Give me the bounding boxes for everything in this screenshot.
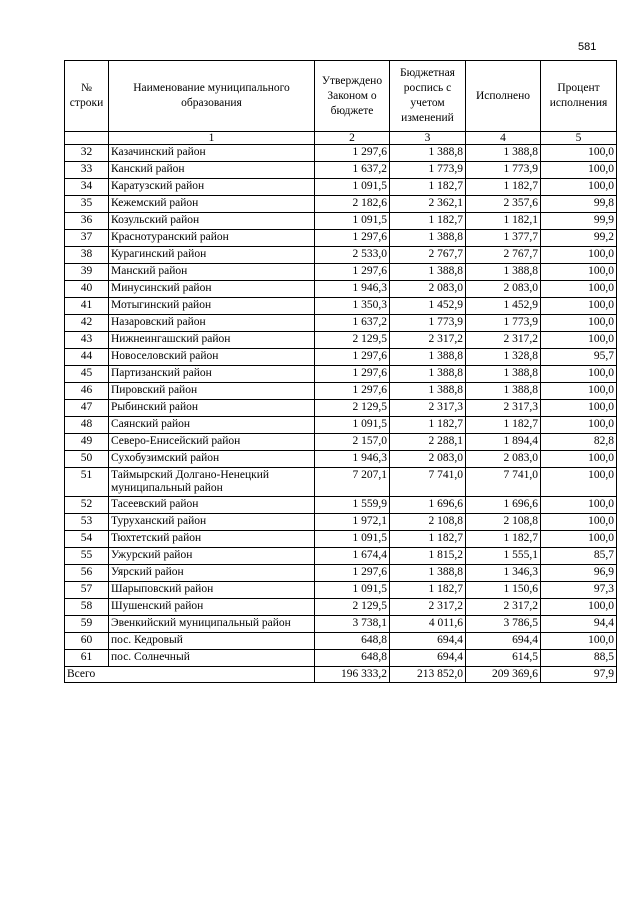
- municipality-name-cell: Рыбинский район: [109, 400, 315, 417]
- executed-cell: 1 773,9: [466, 315, 541, 332]
- table-row: [65, 230, 617, 247]
- schedule-cell: 1 182,7: [390, 179, 466, 196]
- schedule-cell: 1 773,9: [390, 315, 466, 332]
- table-body: [65, 145, 617, 667]
- approved-cell: 1 946,3: [315, 281, 390, 298]
- executed-cell: 1 182,7: [466, 531, 541, 548]
- executed-cell: 1 328,8: [466, 349, 541, 366]
- municipality-name-cell: Канский район: [109, 162, 315, 179]
- approved-cell: 1 559,9: [315, 497, 390, 514]
- table-row: [65, 383, 617, 400]
- approved-cell: 1 674,4: [315, 548, 390, 565]
- municipality-name-cell: Партизанский район: [109, 366, 315, 383]
- schedule-cell: 1 182,7: [390, 582, 466, 599]
- percent-cell: 88,5: [541, 650, 617, 667]
- schedule-cell: 1 388,8: [390, 230, 466, 247]
- percent-cell: 100,0: [541, 145, 617, 162]
- executed-cell: 1 150,6: [466, 582, 541, 599]
- executed-cell: 3 786,5: [466, 616, 541, 633]
- municipality-name-cell: пос. Солнечный: [109, 650, 315, 667]
- approved-cell: 1 297,6: [315, 383, 390, 400]
- approved-cell: 1 637,2: [315, 315, 390, 332]
- row-number-cell: 41: [65, 298, 109, 315]
- column-number-row: [65, 132, 617, 145]
- schedule-cell: 2 083,0: [390, 281, 466, 298]
- approved-cell: 1 091,5: [315, 417, 390, 434]
- table-row: [65, 633, 617, 650]
- approved-cell: 648,8: [315, 650, 390, 667]
- table-row: [65, 434, 617, 451]
- schedule-cell: 4 011,6: [390, 616, 466, 633]
- executed-cell: 1 388,8: [466, 366, 541, 383]
- municipality-name-cell: Саянский район: [109, 417, 315, 434]
- page-number: 581: [578, 41, 597, 53]
- approved-cell: 1 297,6: [315, 349, 390, 366]
- approved-cell: 1 091,5: [315, 582, 390, 599]
- schedule-cell: 2 317,2: [390, 599, 466, 616]
- municipality-name-cell: Шарыповский район: [109, 582, 315, 599]
- schedule-cell: 1 388,8: [390, 349, 466, 366]
- executed-cell: 1 388,8: [466, 264, 541, 281]
- row-number-cell: 59: [65, 616, 109, 633]
- row-number-cell: 49: [65, 434, 109, 451]
- header-percent: Процент исполнения: [541, 61, 617, 132]
- table-row: [65, 213, 617, 230]
- table-row: [65, 565, 617, 582]
- executed-cell: 2 083,0: [466, 451, 541, 468]
- executed-cell: 694,4: [466, 633, 541, 650]
- approved-cell: 648,8: [315, 633, 390, 650]
- row-number-cell: 55: [65, 548, 109, 565]
- percent-cell: 100,0: [541, 400, 617, 417]
- percent-cell: 97,3: [541, 582, 617, 599]
- municipality-name-cell: Новоселовский район: [109, 349, 315, 366]
- schedule-cell: 1 388,8: [390, 565, 466, 582]
- schedule-cell: 694,4: [390, 650, 466, 667]
- municipality-name-cell: Тасеевский район: [109, 497, 315, 514]
- schedule-cell: 2 767,7: [390, 247, 466, 264]
- percent-cell: 100,0: [541, 332, 617, 349]
- percent-cell: 100,0: [541, 531, 617, 548]
- column-number-1: 1: [109, 132, 315, 145]
- column-number-4: 4: [466, 132, 541, 145]
- row-number-cell: 52: [65, 497, 109, 514]
- row-number-cell: 42: [65, 315, 109, 332]
- executed-cell: 614,5: [466, 650, 541, 667]
- percent-cell: 100,0: [541, 514, 617, 531]
- executed-cell: 1 696,6: [466, 497, 541, 514]
- percent-cell: 99,2: [541, 230, 617, 247]
- row-number-cell: 40: [65, 281, 109, 298]
- municipality-name-cell: Туруханский район: [109, 514, 315, 531]
- table-row: [65, 298, 617, 315]
- schedule-cell: 1 182,7: [390, 417, 466, 434]
- percent-cell: 100,0: [541, 497, 617, 514]
- schedule-cell: 1 182,7: [390, 213, 466, 230]
- table-header-row: [65, 61, 617, 132]
- total-percent: 97,9: [541, 667, 617, 683]
- municipality-name-cell: Минусинский район: [109, 281, 315, 298]
- municipality-name-cell: Мотыгинский район: [109, 298, 315, 315]
- executed-cell: 1 346,3: [466, 565, 541, 582]
- total-label: Всего: [65, 667, 315, 683]
- executed-cell: 1 388,8: [466, 383, 541, 400]
- table-row: [65, 514, 617, 531]
- table-row: [65, 179, 617, 196]
- table-row: [65, 162, 617, 179]
- percent-cell: 100,0: [541, 162, 617, 179]
- municipality-name-cell: Ужурский район: [109, 548, 315, 565]
- percent-cell: 100,0: [541, 366, 617, 383]
- header-municipality-name: Наименование муниципального образования: [109, 61, 315, 132]
- executed-cell: 1 377,7: [466, 230, 541, 247]
- row-number-cell: 58: [65, 599, 109, 616]
- column-number-2: 2: [315, 132, 390, 145]
- municipality-name-cell: Тюхтетский район: [109, 531, 315, 548]
- percent-cell: 96,9: [541, 565, 617, 582]
- municipality-name-cell: Шушенский район: [109, 599, 315, 616]
- row-number-cell: 56: [65, 565, 109, 582]
- row-number-cell: 34: [65, 179, 109, 196]
- approved-cell: 2 129,5: [315, 332, 390, 349]
- row-number-cell: 51: [65, 468, 109, 497]
- percent-cell: 100,0: [541, 383, 617, 400]
- column-number-3: 3: [390, 132, 466, 145]
- approved-cell: 2 157,0: [315, 434, 390, 451]
- municipality-name-cell: Каратузский район: [109, 179, 315, 196]
- table-row: [65, 451, 617, 468]
- row-number-cell: 37: [65, 230, 109, 247]
- row-number-cell: 48: [65, 417, 109, 434]
- row-number-cell: 38: [65, 247, 109, 264]
- approved-cell: 3 738,1: [315, 616, 390, 633]
- approved-cell: 1 091,5: [315, 213, 390, 230]
- municipality-name-cell: Назаровский район: [109, 315, 315, 332]
- table-row: [65, 548, 617, 565]
- approved-cell: 1 297,6: [315, 565, 390, 582]
- schedule-cell: 1 815,2: [390, 548, 466, 565]
- approved-cell: 1 091,5: [315, 531, 390, 548]
- schedule-cell: 1 696,6: [390, 497, 466, 514]
- total-executed: 209 369,6: [466, 667, 541, 683]
- row-number-cell: 35: [65, 196, 109, 213]
- percent-cell: 99,8: [541, 196, 617, 213]
- row-number-cell: 46: [65, 383, 109, 400]
- schedule-cell: 1 388,8: [390, 264, 466, 281]
- municipality-name-cell: Северо-Енисейский район: [109, 434, 315, 451]
- table-row: [65, 349, 617, 366]
- percent-cell: 100,0: [541, 281, 617, 298]
- header-row-number: № строки: [65, 61, 109, 132]
- table-row: [65, 599, 617, 616]
- percent-cell: 95,7: [541, 349, 617, 366]
- executed-cell: 1 555,1: [466, 548, 541, 565]
- table-row: [65, 582, 617, 599]
- schedule-cell: 2 108,8: [390, 514, 466, 531]
- row-number-cell: 60: [65, 633, 109, 650]
- percent-cell: 100,0: [541, 179, 617, 196]
- row-number-cell: 33: [65, 162, 109, 179]
- executed-cell: 1 388,8: [466, 145, 541, 162]
- header-budget-schedule: Бюджетная роспись с учетом изменений: [390, 61, 466, 132]
- row-number-cell: 44: [65, 349, 109, 366]
- row-number-cell: 50: [65, 451, 109, 468]
- percent-cell: 100,0: [541, 315, 617, 332]
- schedule-cell: 2 083,0: [390, 451, 466, 468]
- executed-cell: 1 182,7: [466, 417, 541, 434]
- table-row: [65, 247, 617, 264]
- approved-cell: 1 297,6: [315, 230, 390, 247]
- percent-cell: 99,9: [541, 213, 617, 230]
- municipality-name-cell: Казачинский район: [109, 145, 315, 162]
- municipality-name-cell: Пировский район: [109, 383, 315, 400]
- row-number-cell: 32: [65, 145, 109, 162]
- row-number-cell: 53: [65, 514, 109, 531]
- approved-cell: 1 972,1: [315, 514, 390, 531]
- municipality-name-cell: Курагинский район: [109, 247, 315, 264]
- column-number-5: 5: [541, 132, 617, 145]
- row-number-cell: 54: [65, 531, 109, 548]
- table-row: [65, 400, 617, 417]
- municipality-name-cell: Краснотуранский район: [109, 230, 315, 247]
- total-row: [65, 667, 617, 683]
- percent-cell: 100,0: [541, 417, 617, 434]
- percent-cell: 100,0: [541, 264, 617, 281]
- executed-cell: 1 182,1: [466, 213, 541, 230]
- approved-cell: 1 637,2: [315, 162, 390, 179]
- municipality-name-cell: Эвенкийский муниципальный район: [109, 616, 315, 633]
- schedule-cell: 2 362,1: [390, 196, 466, 213]
- total-approved: 196 333,2: [315, 667, 390, 683]
- municipality-name-cell: Таймырский Долгано-Ненецкий муниципальный район: [109, 468, 315, 497]
- municipality-name-cell: Кежемский район: [109, 196, 315, 213]
- schedule-cell: 1 388,8: [390, 366, 466, 383]
- executed-cell: 2 357,6: [466, 196, 541, 213]
- approved-cell: 1 350,3: [315, 298, 390, 315]
- percent-cell: 85,7: [541, 548, 617, 565]
- schedule-cell: 1 182,7: [390, 531, 466, 548]
- schedule-cell: 1 773,9: [390, 162, 466, 179]
- percent-cell: 100,0: [541, 599, 617, 616]
- executed-cell: 1 894,4: [466, 434, 541, 451]
- table-row: [65, 468, 617, 497]
- executed-cell: 1 182,7: [466, 179, 541, 196]
- approved-cell: 1 297,6: [315, 145, 390, 162]
- executed-cell: 2 317,3: [466, 400, 541, 417]
- table-row: [65, 196, 617, 213]
- table-row: [65, 315, 617, 332]
- schedule-cell: 694,4: [390, 633, 466, 650]
- percent-cell: 100,0: [541, 633, 617, 650]
- row-number-cell: 45: [65, 366, 109, 383]
- schedule-cell: 1 452,9: [390, 298, 466, 315]
- executed-cell: 2 767,7: [466, 247, 541, 264]
- approved-cell: 7 207,1: [315, 468, 390, 497]
- executed-cell: 2 083,0: [466, 281, 541, 298]
- percent-cell: 100,0: [541, 468, 617, 497]
- row-number-cell: 36: [65, 213, 109, 230]
- header-approved: Утверждено Законом о бюджете: [315, 61, 390, 132]
- executed-cell: 2 108,8: [466, 514, 541, 531]
- executed-cell: 1 773,9: [466, 162, 541, 179]
- budget-execution-table: [64, 60, 617, 683]
- municipality-name-cell: Козульский район: [109, 213, 315, 230]
- total-schedule: 213 852,0: [390, 667, 466, 683]
- approved-cell: 2 129,5: [315, 599, 390, 616]
- table-row: [65, 264, 617, 281]
- municipality-name-cell: Манский район: [109, 264, 315, 281]
- schedule-cell: 1 388,8: [390, 383, 466, 400]
- row-number-cell: 57: [65, 582, 109, 599]
- approved-cell: 1 946,3: [315, 451, 390, 468]
- executed-cell: 1 452,9: [466, 298, 541, 315]
- approved-cell: 2 129,5: [315, 400, 390, 417]
- municipality-name-cell: Сухобузимский район: [109, 451, 315, 468]
- executed-cell: 2 317,2: [466, 599, 541, 616]
- executed-cell: 2 317,2: [466, 332, 541, 349]
- table-row: [65, 531, 617, 548]
- table-row: [65, 366, 617, 383]
- municipality-name-cell: Уярский район: [109, 565, 315, 582]
- executed-cell: 7 741,0: [466, 468, 541, 497]
- table-row: [65, 281, 617, 298]
- approved-cell: 2 533,0: [315, 247, 390, 264]
- approved-cell: 2 182,6: [315, 196, 390, 213]
- approved-cell: 1 091,5: [315, 179, 390, 196]
- column-number-blank: [65, 132, 109, 145]
- percent-cell: 100,0: [541, 247, 617, 264]
- percent-cell: 94,4: [541, 616, 617, 633]
- header-executed: Исполнено: [466, 61, 541, 132]
- municipality-name-cell: пос. Кедровый: [109, 633, 315, 650]
- approved-cell: 1 297,6: [315, 366, 390, 383]
- schedule-cell: 2 317,2: [390, 332, 466, 349]
- schedule-cell: 2 317,3: [390, 400, 466, 417]
- municipality-name-cell: Нижнеингашский район: [109, 332, 315, 349]
- row-number-cell: 39: [65, 264, 109, 281]
- percent-cell: 100,0: [541, 298, 617, 315]
- schedule-cell: 2 288,1: [390, 434, 466, 451]
- table-row: [65, 417, 617, 434]
- table-row: [65, 497, 617, 514]
- table-row: [65, 145, 617, 162]
- row-number-cell: 47: [65, 400, 109, 417]
- table-row: [65, 650, 617, 667]
- percent-cell: 100,0: [541, 451, 617, 468]
- row-number-cell: 43: [65, 332, 109, 349]
- schedule-cell: 1 388,8: [390, 145, 466, 162]
- row-number-cell: 61: [65, 650, 109, 667]
- table-row: [65, 616, 617, 633]
- table-row: [65, 332, 617, 349]
- percent-cell: 82,8: [541, 434, 617, 451]
- approved-cell: 1 297,6: [315, 264, 390, 281]
- schedule-cell: 7 741,0: [390, 468, 466, 497]
